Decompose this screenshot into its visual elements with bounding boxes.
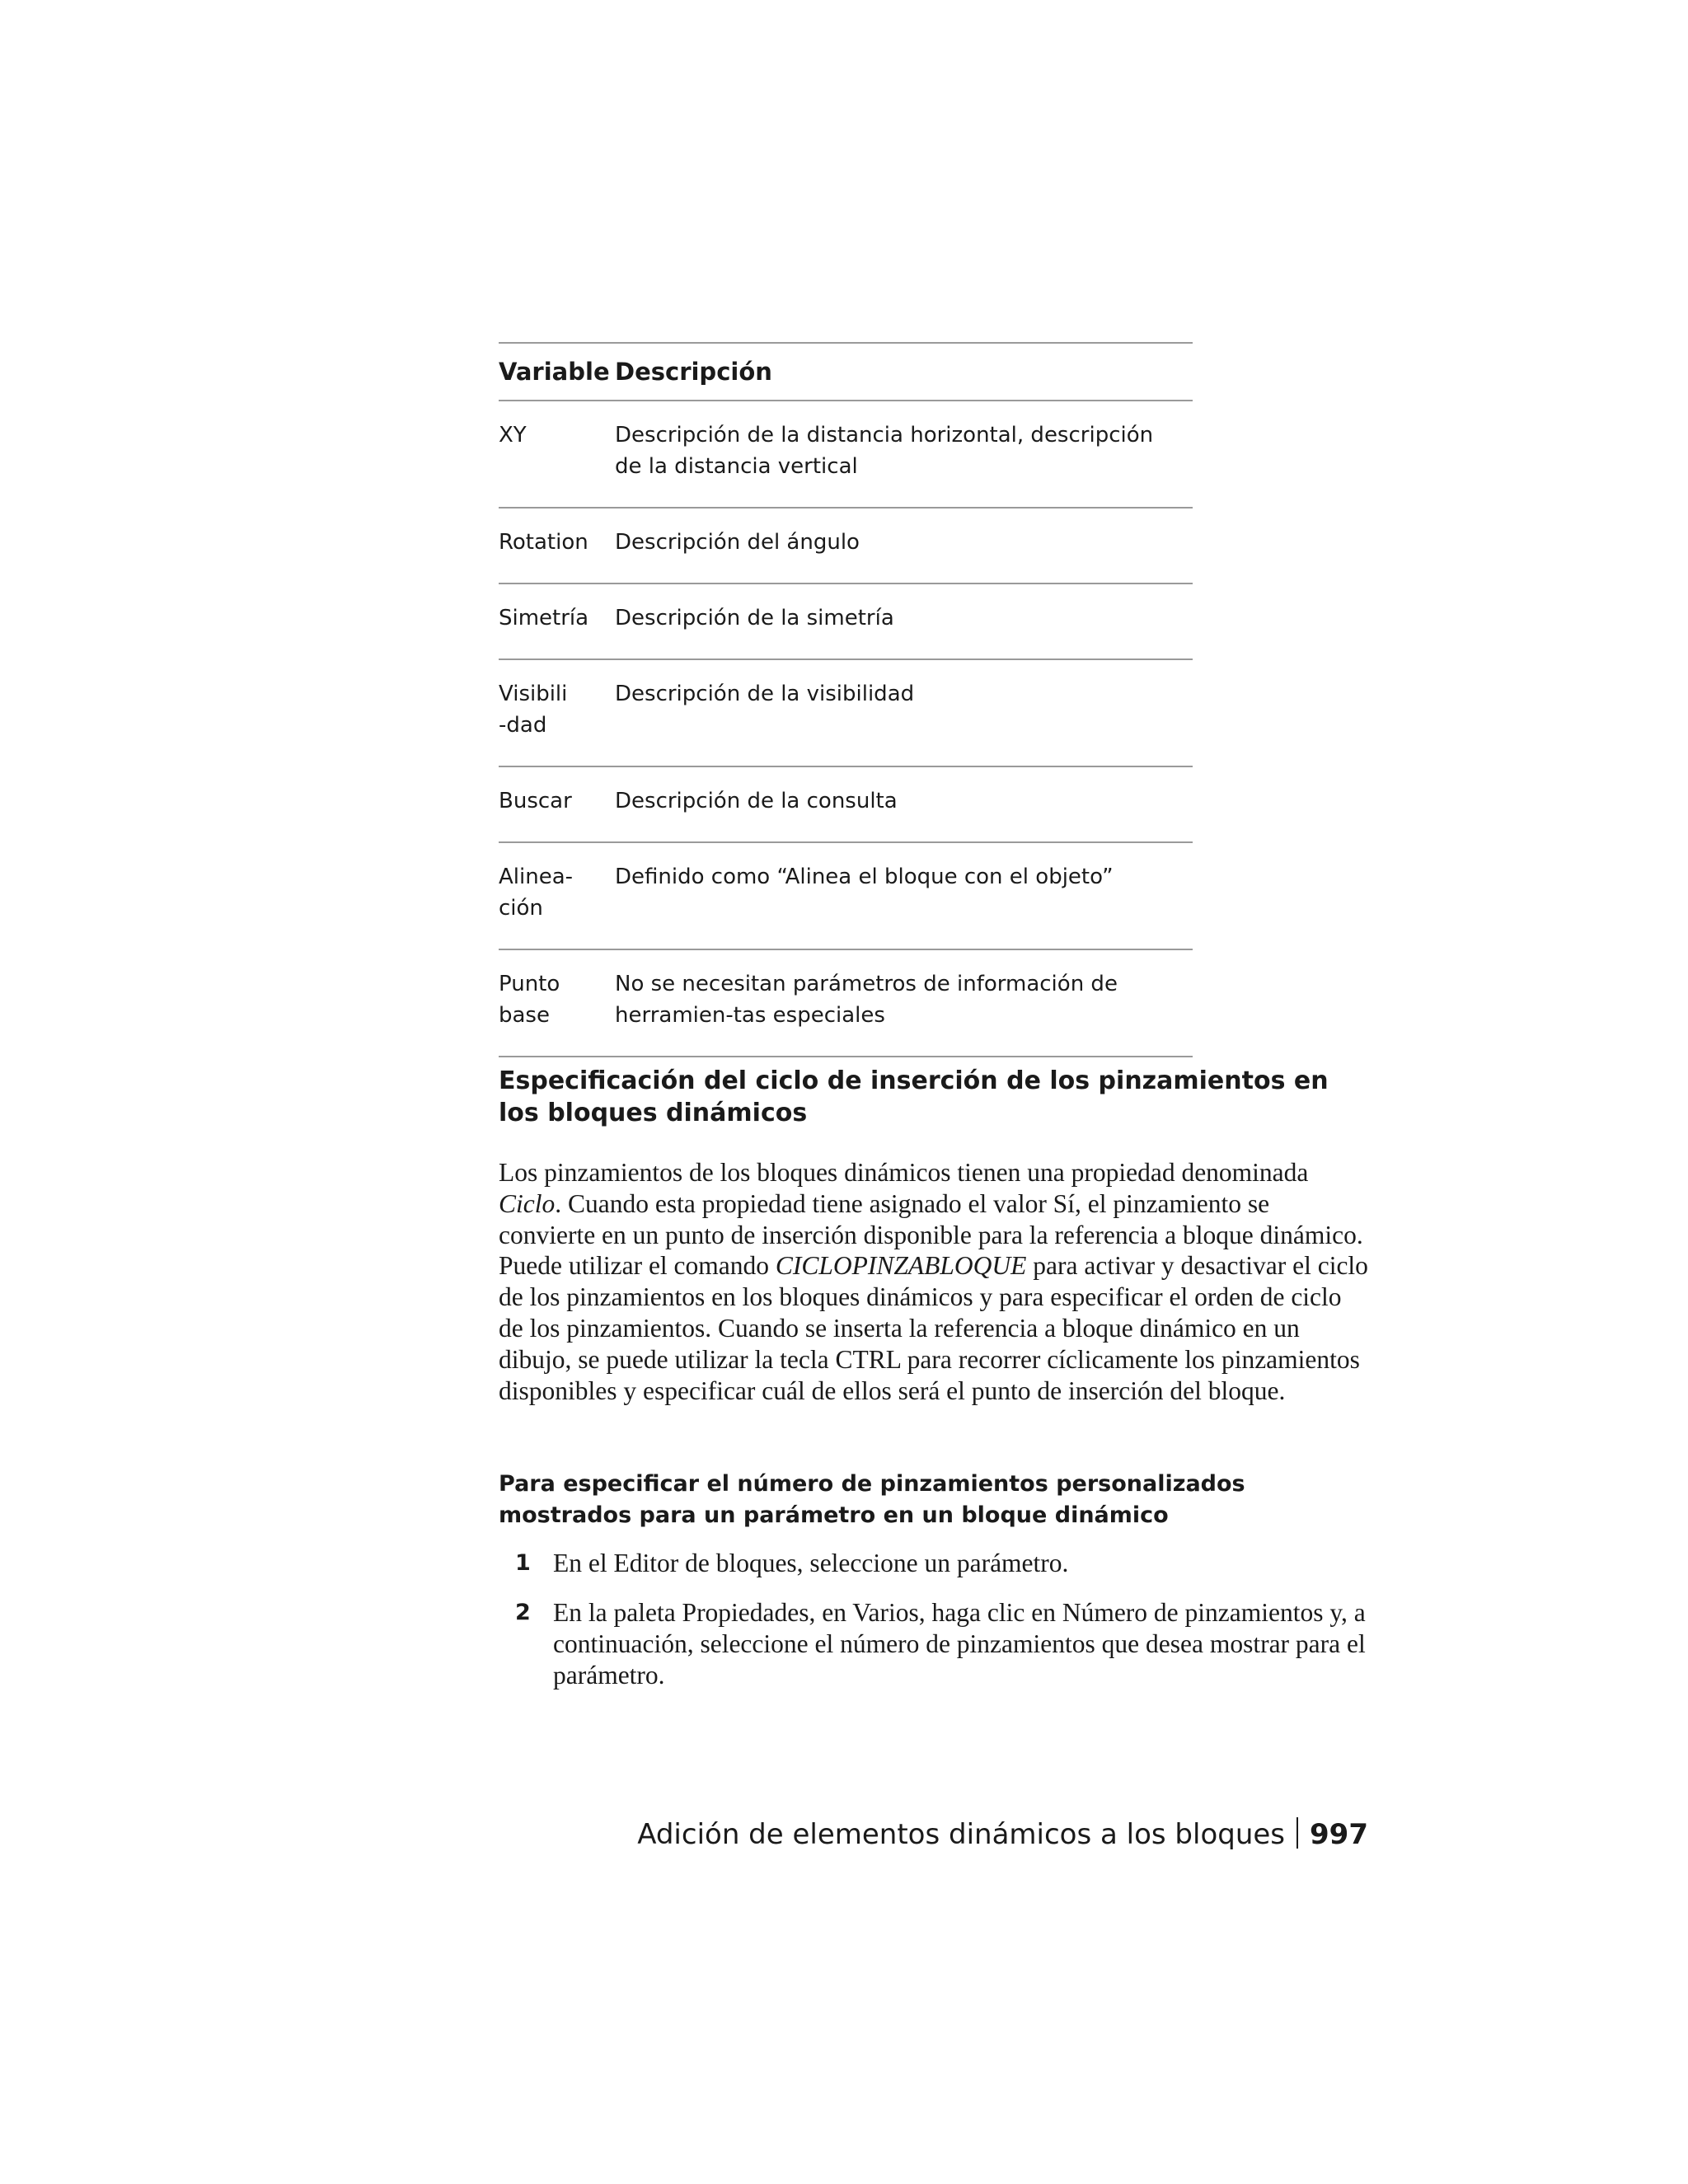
step-number: 1: [515, 1550, 531, 1576]
table-header-row: [499, 343, 1193, 401]
cell-description: Definido como “Alinea el bloque con el objeto”: [615, 865, 1114, 889]
header-description: Descripción: [615, 358, 772, 386]
variable-table: [499, 342, 1193, 1057]
cell-description: Descripción de la simetría: [615, 606, 894, 630]
step-text: En el Editor de bloques, seleccione un parámetro.: [553, 1549, 1069, 1577]
cell-variable: Alinea-ción: [499, 865, 574, 921]
cell-variable: Simetría: [499, 606, 589, 630]
step-text: En la paleta Propiedades, en Varios, haga clic en Número de pinzamientos y, a continuación, seleccione el número de pinzamientos que desea mostrar para el parámetro.: [553, 1598, 1366, 1690]
para-text: Los pinzamientos de los bloques dinámicos tienen una propiedad denominada: [499, 1158, 1309, 1187]
table-row: [499, 766, 1193, 842]
page-number: 997: [1310, 1818, 1368, 1851]
procedure-steps: [499, 1548, 1372, 1709]
para-command: CICLOPINZABLOQUE: [775, 1251, 1027, 1281]
cell-description: Descripción del ángulo: [615, 530, 860, 555]
cell-description: Descripción de la consulta: [615, 789, 898, 813]
cell-variable: XY: [499, 423, 527, 448]
cell-variable: Buscar: [499, 789, 572, 813]
procedure-step: [499, 1548, 1372, 1579]
footer-separator: [1296, 1817, 1298, 1849]
table-row: [499, 508, 1193, 583]
table-row: [499, 401, 1193, 508]
cell-variable: Punto base: [499, 972, 560, 1028]
body-paragraph: [499, 1157, 1372, 1406]
section-heading: Especificación del ciclo de inserción de los pinzamientos en los bloques dinámicos: [499, 1066, 1329, 1127]
para-text: . Cuando esta propiedad tiene asignado el valor Sí, el pinzamiento se convierte en un punto de inserción disponible para la referencia a bloque dinámico. Puede utilizar el comando: [499, 1188, 1363, 1281]
table-row: [499, 583, 1193, 659]
cell-description: Descripción de la distancia horizontal, descripción de la distancia vertical: [615, 423, 1154, 479]
cell-description: No se necesitan parámetros de información de herramien-tas especiales: [615, 972, 1118, 1028]
table-row: [499, 842, 1193, 949]
cell-variable: Visibili-dad: [499, 682, 568, 738]
para-text: para activar y desactivar el ciclo de los pinzamientos en los bloques dinámicos y para especificar el orden de ciclo de los pinzamientos. Cuando se inserta la referencia a bloque dinámico en un dibujo, se puede utilizar la tecla CTRL para recorrer cíclicamente los pinzamientos disponibles y especificar cuál de ellos será el punto de inserción del bloque.: [499, 1251, 1368, 1405]
footer-title: Adición de elementos dinámicos a los bloques: [637, 1818, 1286, 1851]
para-term-ciclo: Ciclo: [499, 1188, 556, 1218]
table-row: [499, 949, 1193, 1057]
table-row: [499, 659, 1193, 766]
cell-description: Descripción de la visibilidad: [615, 682, 915, 706]
page-footer: [637, 1816, 1368, 1853]
procedure-step: [499, 1597, 1372, 1691]
cell-variable: Rotation: [499, 530, 588, 555]
header-variable: Variable: [499, 358, 610, 386]
procedure-heading: Para especificar el número de pinzamientos personalizados mostrados para un parámetro en un bloque dinámico: [499, 1471, 1245, 1528]
step-number: 2: [515, 1600, 531, 1625]
